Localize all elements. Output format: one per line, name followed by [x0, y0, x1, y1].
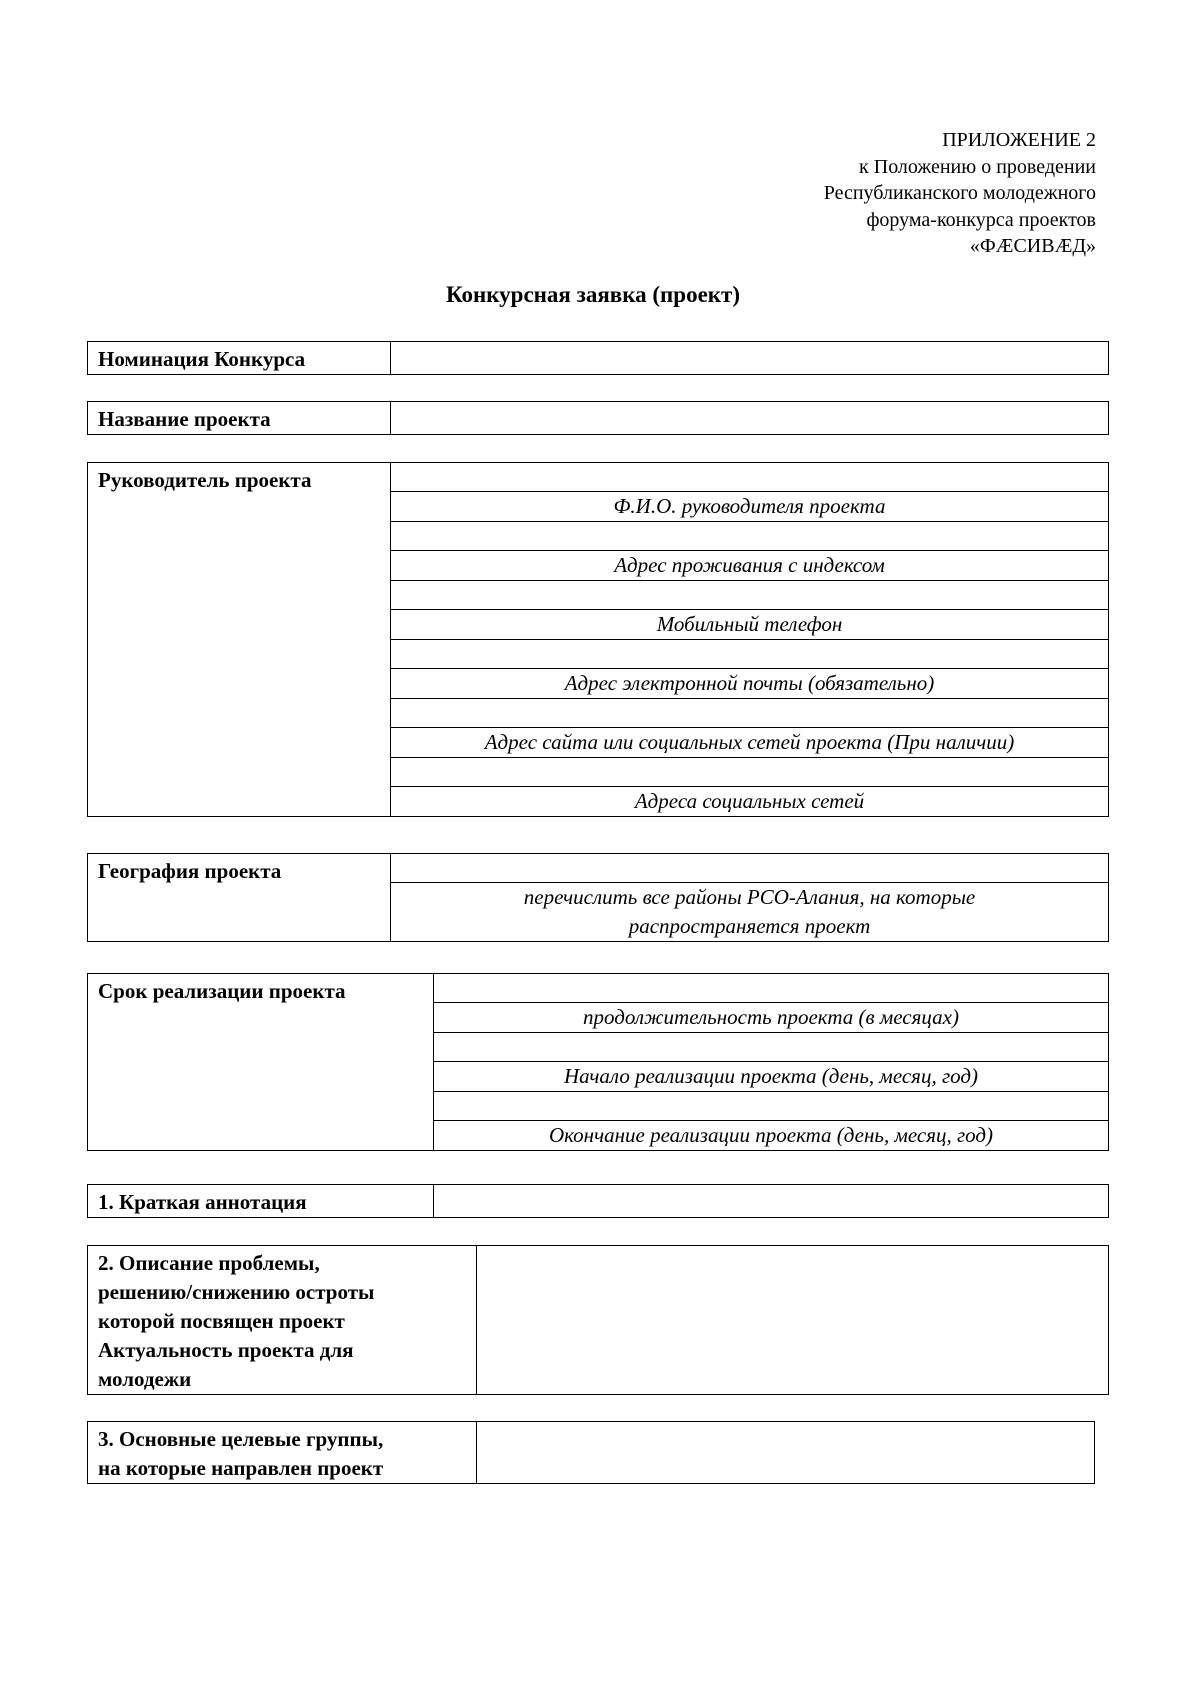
appendix-reference: к Положению о проведении	[859, 155, 1096, 178]
term-start-field[interactable]	[434, 1033, 1109, 1062]
leader-social-hint: Адреса социальных сетей	[391, 787, 1109, 817]
leader-website-field[interactable]	[391, 699, 1109, 728]
problem-label-line4: Актуальность проекта для	[98, 1338, 354, 1362]
target-groups-table	[87, 1421, 1095, 1484]
annotation-label: 1. Краткая аннотация	[88, 1185, 434, 1218]
target-groups-label-line2: на которые направлен проект	[98, 1456, 384, 1480]
leader-social-field[interactable]	[391, 758, 1109, 787]
appendix-header	[824, 127, 1096, 260]
geography-hint-line1: перечислить все районы РСО-Алания, на которые	[523, 885, 976, 909]
problem-label-line1: 2. Описание проблемы,	[98, 1251, 320, 1275]
problem-field[interactable]	[477, 1246, 1109, 1395]
appendix-reference-2: Республиканского молодежного	[823, 182, 1096, 204]
project-name-label: Название проекта	[88, 402, 391, 435]
appendix-number: ПРИЛОЖЕНИЕ 2	[942, 129, 1096, 151]
term-end-field[interactable]	[434, 1092, 1109, 1121]
geography-field[interactable]	[391, 854, 1109, 883]
leader-label: Руководитель проекта	[88, 463, 391, 817]
problem-label	[88, 1246, 477, 1395]
term-duration-hint: продолжительность проекта (в месяцах)	[434, 1003, 1109, 1033]
term-start-hint: Начало реализации проекта (день, месяц, год)	[434, 1062, 1109, 1092]
annotation-table	[87, 1184, 1109, 1218]
leader-phone-field[interactable]	[391, 581, 1109, 610]
leader-address-hint: Адрес проживания с индексом	[391, 551, 1109, 581]
target-groups-field[interactable]	[477, 1422, 1095, 1484]
leader-address-field[interactable]	[391, 522, 1109, 551]
geography-table	[87, 853, 1109, 942]
annotation-field[interactable]	[434, 1185, 1109, 1218]
appendix-forum-name: «ФÆСИВÆД»	[969, 235, 1096, 257]
target-groups-label-line1: 3. Основные целевые группы,	[98, 1427, 384, 1451]
project-name-field[interactable]	[391, 402, 1109, 435]
term-table	[87, 973, 1109, 1151]
leader-name-field[interactable]	[391, 463, 1109, 492]
term-duration-field[interactable]	[434, 974, 1109, 1003]
problem-label-line5: молодежи	[98, 1367, 192, 1391]
geography-hint	[391, 883, 1109, 942]
page-title: Конкурсная заявка (проект)	[445, 282, 741, 307]
term-end-hint: Окончание реализации проекта (день, месяц, год)	[434, 1121, 1109, 1151]
problem-label-line3: которой посвящен проект	[98, 1309, 345, 1333]
leader-website-hint: Адрес сайта или социальных сетей проекта (При наличии)	[391, 728, 1109, 758]
project-name-table	[87, 401, 1109, 435]
leader-phone-hint: Мобильный телефон	[391, 610, 1109, 640]
nomination-label: Номинация Конкурса	[88, 342, 391, 375]
nomination-field[interactable]	[391, 342, 1109, 375]
nomination-table	[87, 341, 1109, 375]
leader-table	[87, 462, 1109, 817]
leader-name-hint: Ф.И.О. руководителя проекта	[391, 492, 1109, 522]
target-groups-label	[88, 1422, 477, 1484]
geography-label: География проекта	[88, 854, 391, 942]
appendix-reference-3: форума-конкурса проектов	[866, 208, 1096, 231]
leader-email-hint: Адрес электронной почты (обязательно)	[391, 669, 1109, 699]
leader-email-field[interactable]	[391, 640, 1109, 669]
term-label: Срок реализации проекта	[88, 974, 434, 1151]
geography-hint-line2: распространяется проект	[628, 914, 871, 938]
problem-table	[87, 1245, 1109, 1395]
problem-label-line2: решению/снижению остроты	[98, 1280, 375, 1304]
